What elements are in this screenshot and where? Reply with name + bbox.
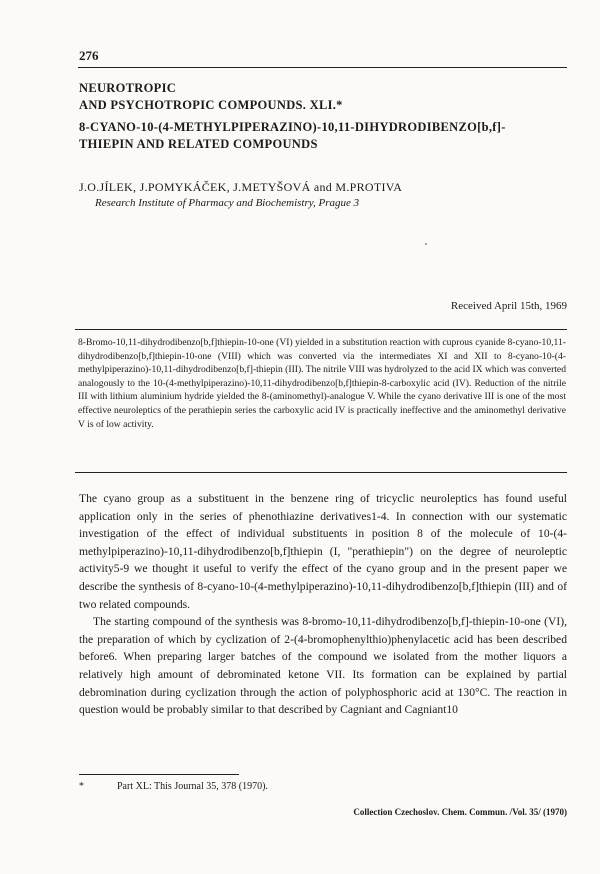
header-rule <box>78 67 567 68</box>
page-number: 276 <box>79 48 99 63</box>
footnote <box>79 781 268 792</box>
abstract: 8-Bromo-10,11-dihydrodibenzo[b,f]thiepin-10-one (VI) yielded in a substitution reaction with cuprous cyanide 8-cyano-10,11-dihydrodibenzo[b,f]thiepin-10-one (VIII) which was converted via the intermediates XI and XII to 8-cyano-10-(4-methylpiperazino)-10,11-dihydrodibenzo[b,f]-thiepin (III). The nitrile VIII was hydrolyzed to the acid IX which was converted analogously to the 10-(4-methylpiperazino)-10,11-dihydrodibenzo[b,f]thiepin-8-carboxylic acid (IV). Reduction of the nitrile III with lithium aluminium hydride yielded the 8-(aminomethyl)-analogue V. While the cyano derivative III is one of the most effective neuroleptics of the perathiepin series the carboxylic acid IV is practically ineffective and the aminomethyl derivative V is of low activity. <box>78 337 566 430</box>
scan-speck <box>425 243 427 245</box>
footnote-mark: * <box>79 781 84 792</box>
title-line-1: NEUROTROPIC <box>79 81 177 95</box>
abstract-bottom-rule <box>75 472 567 473</box>
article-title <box>79 80 559 152</box>
journal-reference: Collection Czechoslov. Chem. Commun. /Vol. 35/ (1970) <box>353 807 567 817</box>
abstract-top-rule <box>75 329 567 330</box>
authors: J.O.JÍLEK, J.POMYKÁČEK, J.METYŠOVÁ and M.PROTIVA <box>79 180 403 194</box>
institution: Research Institute of Pharmacy and Biochemistry, Prague 3 <box>95 197 360 209</box>
footnote-text: Part XL: This Journal 35, 378 (1970). <box>117 781 268 792</box>
body-text <box>79 490 567 719</box>
paragraph-2: The starting compound of the synthesis was 8-bromo-10,11-dihydrodibenzo[b,f]-thiepin-10-one (VI), the preparation of which by cyclization of 2-(4-bromophenylthio)phenylacetic acid has been described before6. When preparing larger batches of the compound we isolated from the mother liquors a relatively high amount of debrominated ketone VII. Its formation can be explained by partial debromination during cyclization through the action of polyphosphoric acid at 130°C. The reaction in question would be probably similar to that described by Cagniant and Cagniant10 <box>79 615 567 717</box>
title-line-2: AND PSYCHOTROPIC COMPOUNDS. XLI.* <box>79 97 343 112</box>
title-line-4: THIEPIN AND RELATED COMPOUNDS <box>79 136 318 151</box>
title-line-3: 8-CYANO-10-(4-METHYLPIPERAZINO)-10,11-DIHYDRODIBENZO[b,f]- <box>79 120 506 134</box>
received-date: Received April 15th, 1969 <box>450 300 567 312</box>
footnote-rule <box>79 774 239 775</box>
paragraph-1: The cyano group as a substituent in the benzene ring of tricyclic neuroleptics has found useful application only in the series of phenothiazine derivatives1-4. In connection with our systematic investigation of the effect of individual substituents in position 8 of the molecule of 10-(4-methylpiperazino)-10,11-dihydrodibenzo[b,f]thiepin (I, "perathiepin") on the degree of neuroleptic activity5-9 we thought it useful to verify the effect of the cyano group and in the present paper we describe the synthesis of 8-cyano-10-(4-methylpiperazino)-10,11-dihydrodibenzo[b,f]thiepin (III) and of two related compounds. <box>79 492 567 611</box>
